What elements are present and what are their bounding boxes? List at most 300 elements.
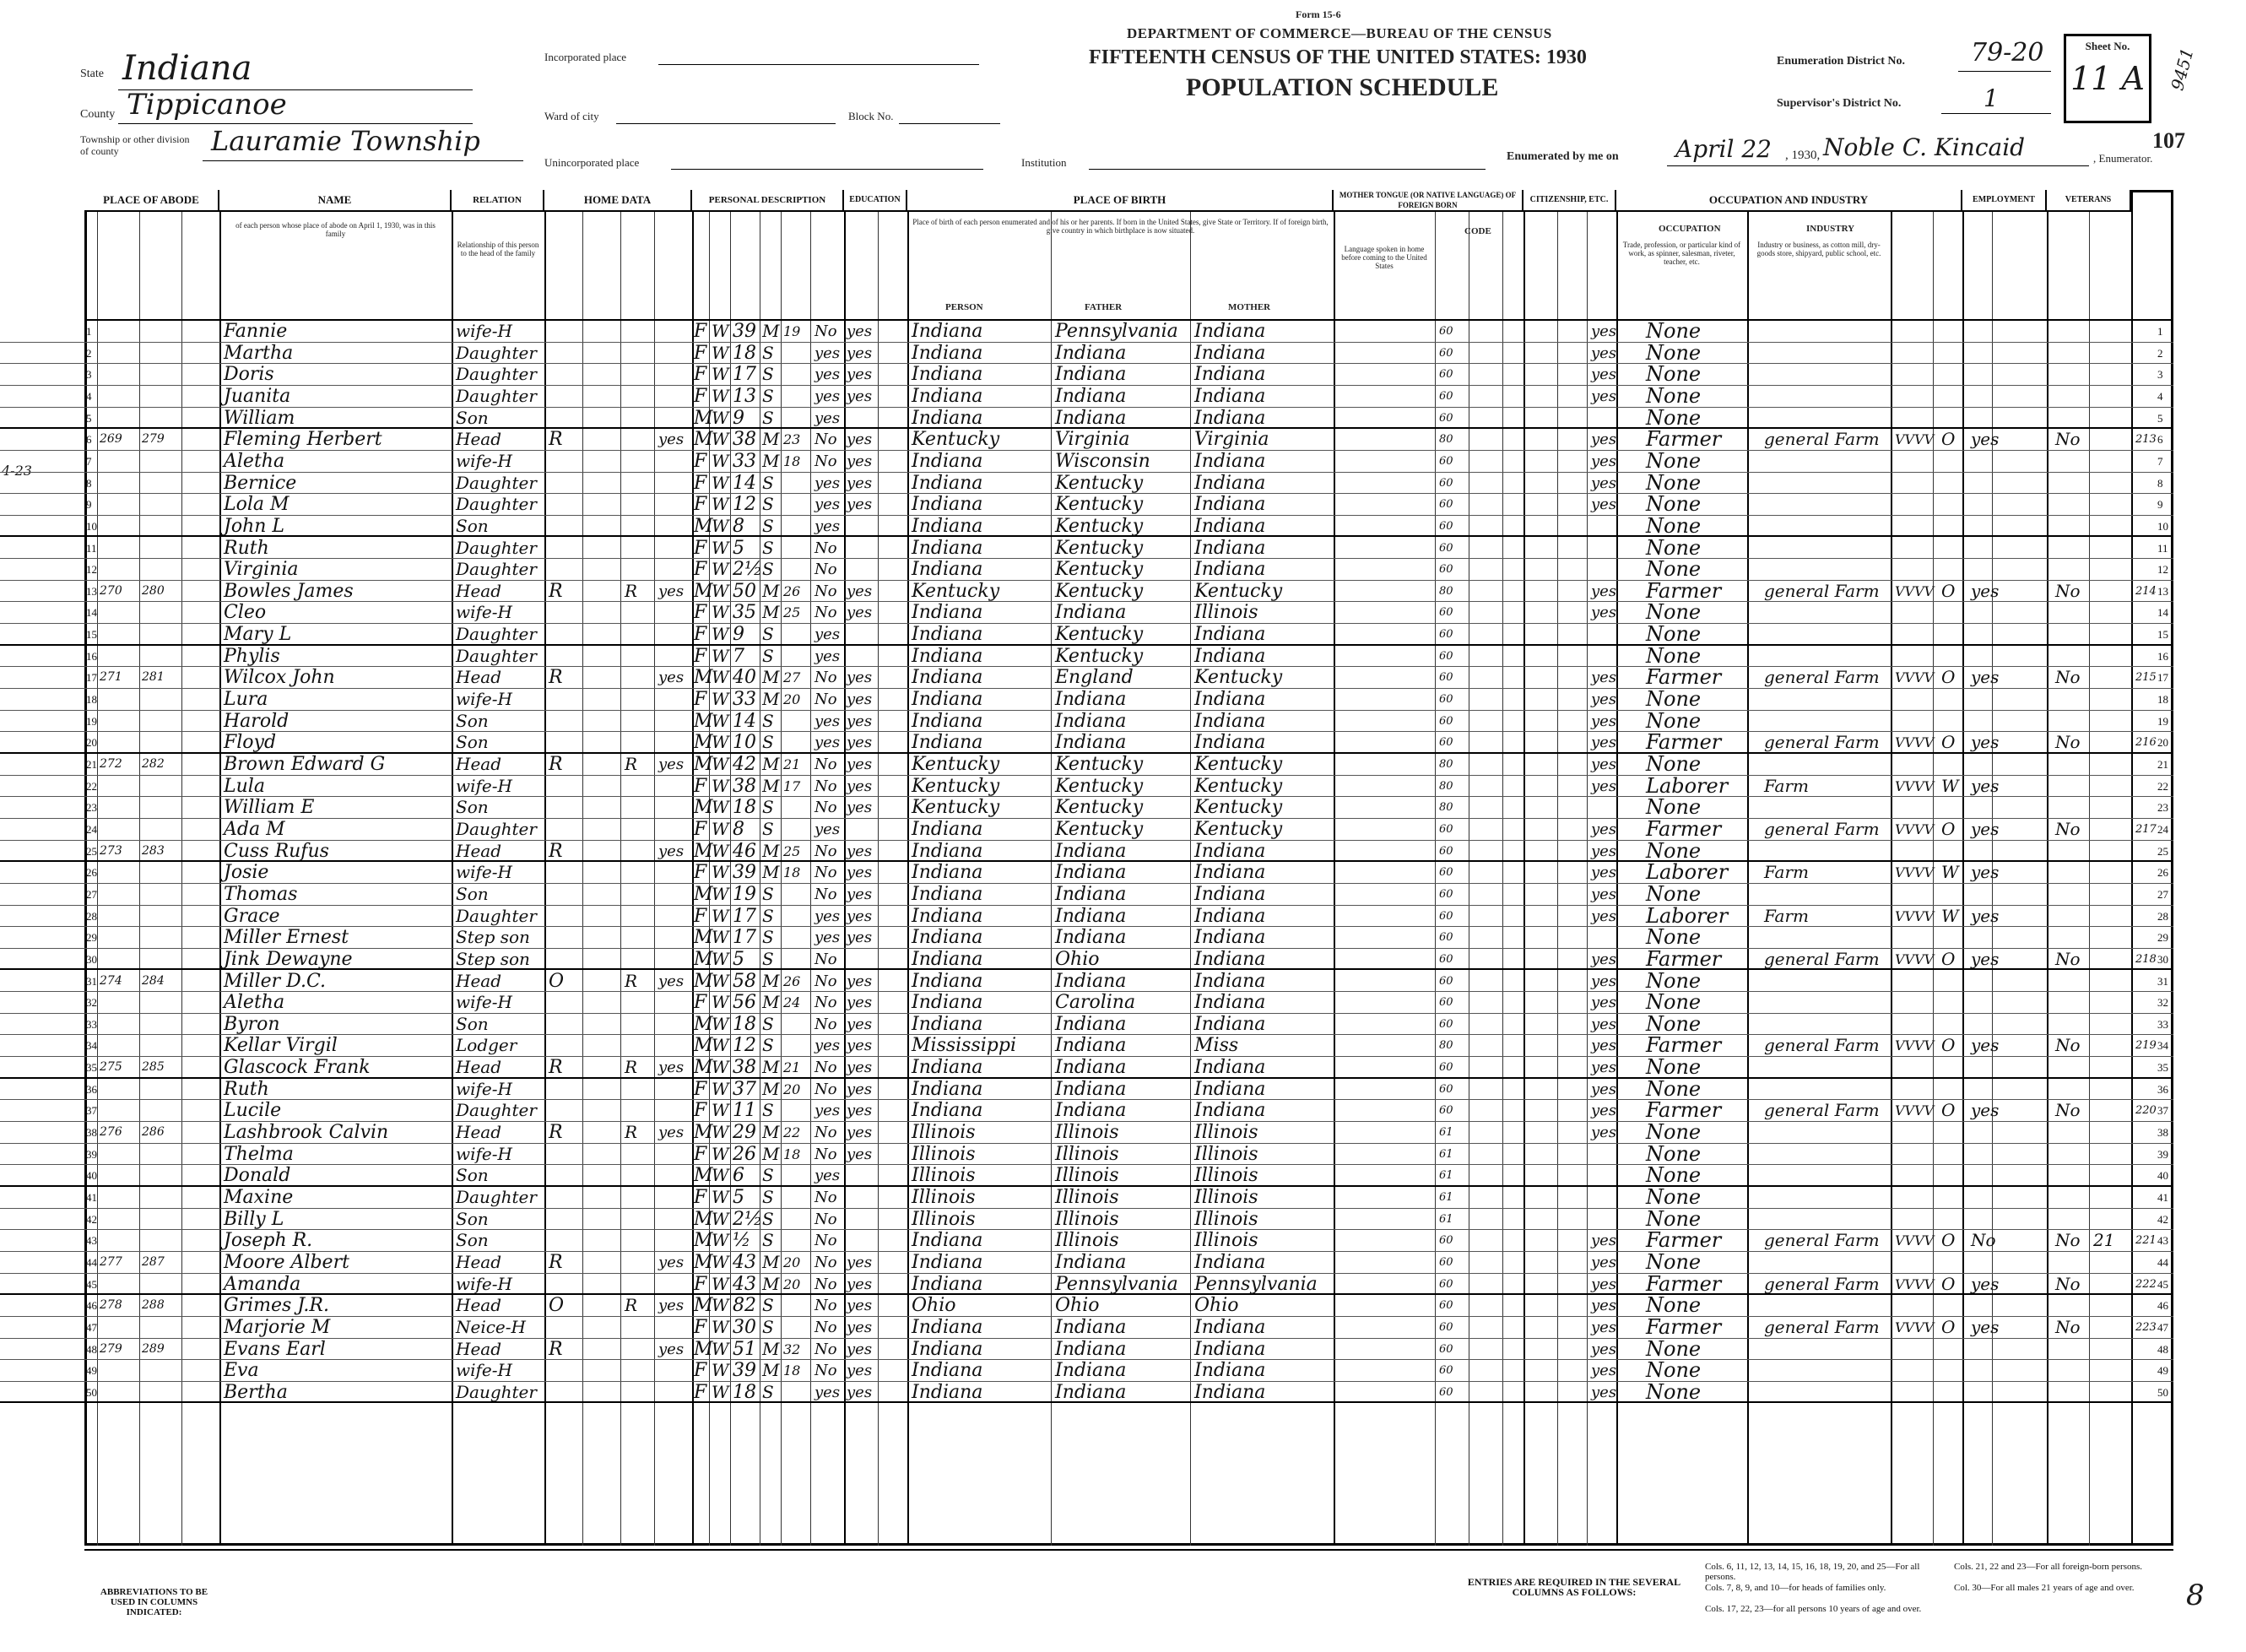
sex: M <box>694 1013 713 1035</box>
row-number: 6 <box>86 433 92 447</box>
row-number: 18 <box>86 693 97 707</box>
row-number-right: 34 <box>2157 1039 2168 1053</box>
industry: general Farm <box>1764 1316 1880 1337</box>
row-number-right: 39 <box>2157 1147 2168 1161</box>
sex: M <box>694 1165 713 1187</box>
race: W <box>712 883 729 904</box>
race: W <box>712 1251 729 1272</box>
dwelling-number: 270 <box>100 583 122 598</box>
farm: yes <box>658 1340 685 1358</box>
row-number-right: 16 <box>2157 649 2168 663</box>
family-number: 285 <box>142 1060 165 1075</box>
industry: general Farm <box>1764 429 1880 450</box>
birthplace-person: Indiana <box>912 1078 983 1100</box>
birthplace-person: Indiana <box>912 667 983 689</box>
birthplace-father: Indiana <box>1055 1078 1127 1100</box>
relation: Head <box>456 580 502 601</box>
person-name: Grimes J.R. <box>224 1295 329 1317</box>
read-write: yes <box>847 907 873 925</box>
age: 7 <box>733 645 744 667</box>
race: W <box>712 1230 729 1251</box>
read-write: yes <box>847 734 873 752</box>
age: 30 <box>733 1316 756 1338</box>
read-write: yes <box>847 864 873 882</box>
birth-description: Place of birth of each person enumerated and of his or her parents. If born in the United States, give State or Territory. If of foreign birth, give country in which birthplace is now situated. <box>912 218 1329 235</box>
race: W <box>712 710 729 731</box>
birthplace-father: Indiana <box>1055 862 1127 884</box>
industry: general Farm <box>1764 1273 1880 1294</box>
code: 60 <box>1439 1255 1453 1269</box>
relation: Son <box>456 1208 489 1229</box>
enum-district-value: 79-20 <box>1971 38 2044 68</box>
state-label: State <box>80 68 104 80</box>
marital-status: S <box>762 1295 774 1316</box>
farm-schedule: 222 <box>2135 1277 2157 1291</box>
person-name: Billy L <box>224 1208 284 1230</box>
birthplace-mother: Illinois <box>1194 602 1258 624</box>
code: 80 <box>1439 758 1453 771</box>
age: 17 <box>733 364 756 386</box>
age: 5 <box>733 948 744 970</box>
age: 19 <box>733 883 756 905</box>
race: W <box>712 862 729 883</box>
age-at-marriage: 26 <box>783 582 801 599</box>
class-of-worker: O <box>1941 429 1956 450</box>
row-number: 46 <box>86 1299 97 1313</box>
veteran: No <box>2055 1230 2081 1251</box>
table-row <box>0 1336 2173 1361</box>
birthplace-father: Indiana <box>1055 385 1127 407</box>
corner-mark: 8 <box>2186 1579 2205 1612</box>
relation: Neice-H <box>456 1316 526 1337</box>
sex: M <box>694 580 713 602</box>
code: 80 <box>1439 1039 1453 1053</box>
occupation: None <box>1646 535 1702 560</box>
birthplace-father: Kentucky <box>1055 537 1144 559</box>
read-write: yes <box>847 474 873 492</box>
home-tenure: R <box>549 754 563 775</box>
incorporated-label: Incorporated place <box>544 51 627 63</box>
class-of-worker: W <box>1941 905 1959 926</box>
sheet-box <box>2064 34 2151 123</box>
school: No <box>815 1210 837 1228</box>
table-row <box>0 1187 2173 1209</box>
relation: wife-H <box>456 775 512 796</box>
age: 38 <box>733 429 756 451</box>
row-number-right: 21 <box>2157 758 2168 771</box>
school: No <box>815 972 837 990</box>
table-row <box>0 448 2173 473</box>
code: 80 <box>1439 801 1453 815</box>
birthplace-person: Indiana <box>912 905 983 927</box>
birthplace-person: Indiana <box>912 537 983 559</box>
code: 61 <box>1439 1147 1453 1161</box>
occupation-code: VVVV <box>1895 1102 1935 1119</box>
birthplace-father: Kentucky <box>1055 775 1144 797</box>
row-number: 11 <box>86 541 97 555</box>
row-number-right: 32 <box>2157 996 2168 1010</box>
code-header: CODE <box>1464 226 1491 236</box>
marital-status: S <box>762 883 774 904</box>
occupation-code: VVVV <box>1895 582 1935 599</box>
person-name: Brown Edward G <box>224 754 386 775</box>
entries-line-5: Col. 30—For all males 21 years of age and over. <box>1954 1583 2135 1593</box>
occupation-code: VVVV <box>1895 951 1935 967</box>
speaks-english: yes <box>1591 431 1617 449</box>
birthplace-mother: Indiana <box>1194 840 1266 862</box>
code: 60 <box>1439 996 1453 1010</box>
sex: F <box>694 818 707 840</box>
birthplace-mother: Indiana <box>1194 1360 1266 1382</box>
birthplace-person: Indiana <box>912 862 983 884</box>
birthplace-person: Illinois <box>912 1143 976 1165</box>
code: 60 <box>1439 1061 1453 1075</box>
speaks-english: yes <box>1591 712 1617 730</box>
person-name: Aletha <box>224 992 285 1014</box>
table-row <box>0 754 2173 776</box>
occupation: None <box>1646 1293 1702 1318</box>
person-name: Eva <box>224 1360 259 1382</box>
sex: M <box>694 1295 713 1317</box>
age-at-marriage: 18 <box>783 864 801 881</box>
race: W <box>712 818 729 839</box>
employed: yes <box>1971 862 2000 883</box>
farm: yes <box>658 1253 685 1271</box>
speaks-english: yes <box>1591 387 1617 405</box>
table-row <box>0 321 2173 343</box>
relation: Son <box>456 515 489 536</box>
supervisor-value: 1 <box>1984 84 1999 112</box>
person-name: Floyd <box>224 732 277 754</box>
birthplace-father: Illinois <box>1055 1230 1119 1252</box>
sex: M <box>694 1122 713 1144</box>
relation: Head <box>456 1295 502 1316</box>
race: W <box>712 450 729 471</box>
table-row <box>0 773 2173 798</box>
occupation: None <box>1646 838 1702 863</box>
row-number: 39 <box>86 1147 97 1161</box>
family-number: 286 <box>142 1125 165 1140</box>
school: No <box>815 582 837 600</box>
speaks-english: yes <box>1591 1037 1617 1055</box>
sex: F <box>694 321 707 342</box>
marital-status: S <box>762 948 774 969</box>
read-write: yes <box>847 1297 873 1315</box>
row-number: 44 <box>86 1255 97 1269</box>
occupation-description: Trade, profession, or particular kind of work, as spinner, salesman, riveter, teacher, etc. <box>1622 241 1741 266</box>
birthplace-father: Indiana <box>1055 1251 1127 1273</box>
marital-status: S <box>762 1230 774 1251</box>
birthplace-person: Indiana <box>912 883 983 905</box>
table-row <box>0 1230 2173 1252</box>
marital-status: M <box>762 1251 780 1272</box>
table-row <box>0 624 2173 646</box>
occupation-code: VVVV <box>1895 431 1935 448</box>
relation: wife-H <box>456 1360 512 1381</box>
row-number: 35 <box>86 1061 97 1075</box>
occupation: Farmer <box>1646 665 1722 690</box>
family-number: 283 <box>142 843 165 858</box>
row-number: 10 <box>86 519 97 533</box>
race: W <box>712 1381 729 1402</box>
table-row <box>0 838 2173 863</box>
row-number: 7 <box>86 454 92 468</box>
row-number: 38 <box>86 1126 97 1140</box>
person-name: Martha <box>224 342 294 364</box>
race: W <box>712 385 729 406</box>
table-row <box>0 1249 2173 1274</box>
birthplace-father: Indiana <box>1055 364 1127 386</box>
farm-schedule: 219 <box>2135 1039 2157 1053</box>
speaks-english: yes <box>1591 950 1617 968</box>
speaks-english: yes <box>1591 344 1617 362</box>
age-at-marriage: 18 <box>783 1362 801 1379</box>
relation: Daughter <box>456 364 537 385</box>
age-at-marriage: 25 <box>783 604 801 621</box>
relation: Head <box>456 970 502 991</box>
age: 2½ <box>733 559 763 581</box>
birthplace-person: Indiana <box>912 732 983 754</box>
row-number-right: 49 <box>2157 1364 2168 1378</box>
occupation: None <box>1646 448 1702 473</box>
birthplace-father: Pennsylvania <box>1055 1273 1178 1295</box>
birthplace-mother: Illinois <box>1194 1165 1258 1187</box>
farm: yes <box>658 1297 685 1315</box>
person-name: Lula <box>224 775 265 797</box>
occupation: None <box>1646 405 1702 430</box>
birthplace-mother: Indiana <box>1194 862 1266 884</box>
speaks-english: yes <box>1591 1275 1617 1293</box>
birthplace-mother: Indiana <box>1194 1078 1266 1100</box>
form-number: Form 15-6 <box>1296 8 1341 20</box>
occupation-code: VVVV <box>1895 864 1935 881</box>
table-row <box>0 1141 2173 1166</box>
home-tenure: R <box>549 580 563 602</box>
class-of-worker: O <box>1941 732 1956 753</box>
birthplace-mother: Illinois <box>1194 1230 1258 1252</box>
person-name: Cleo <box>224 602 267 624</box>
read-write: yes <box>847 496 873 514</box>
sex: M <box>694 970 713 992</box>
speaks-english: yes <box>1591 994 1617 1012</box>
person-name: Moore Albert <box>224 1251 349 1273</box>
read-write: yes <box>847 452 873 470</box>
marital-status: M <box>762 1057 780 1078</box>
occupation: None <box>1646 383 1702 408</box>
row-number-right: 26 <box>2157 866 2168 880</box>
row-number-right: 15 <box>2157 628 2168 642</box>
birthplace-mother: Miss <box>1194 1035 1239 1057</box>
birthplace-person: Indiana <box>912 559 983 581</box>
person-name: Byron <box>224 1013 280 1035</box>
industry: general Farm <box>1764 667 1880 688</box>
birthplace-person: Indiana <box>912 689 983 711</box>
marital-status: S <box>762 537 774 558</box>
person-name: Jink Dewayne <box>224 948 353 970</box>
school: No <box>815 1362 837 1380</box>
row-number-right: 40 <box>2157 1169 2168 1183</box>
dwelling-number: 273 <box>100 843 122 858</box>
employed: yes <box>1971 948 2000 969</box>
relation: Son <box>456 732 489 753</box>
person-name: Ruth <box>224 537 269 559</box>
birthplace-mother: Indiana <box>1194 494 1266 516</box>
read-write: yes <box>847 712 873 730</box>
birthplace-person: Indiana <box>912 321 983 342</box>
marital-status: S <box>762 407 774 428</box>
school: No <box>815 604 837 622</box>
speaks-english: yes <box>1591 669 1617 687</box>
sex: F <box>694 1316 707 1338</box>
code: 61 <box>1439 1169 1453 1183</box>
read-write: yes <box>847 1362 873 1380</box>
age: 58 <box>733 970 756 992</box>
home-tenure: R <box>549 1338 563 1360</box>
relation: Head <box>456 667 502 688</box>
birthplace-person: Kentucky <box>912 775 1000 797</box>
code: 60 <box>1439 1320 1453 1334</box>
school: No <box>815 1189 837 1206</box>
school: yes <box>815 344 841 362</box>
row-number: 42 <box>86 1212 97 1226</box>
age: 5 <box>733 537 744 559</box>
father-header: FATHER <box>1085 302 1123 312</box>
age-at-marriage: 21 <box>783 1059 801 1076</box>
marital-status: M <box>762 1122 780 1143</box>
birthplace-father: Indiana <box>1055 927 1127 949</box>
race: W <box>712 1208 729 1229</box>
race: W <box>712 407 729 428</box>
veteran: No <box>2055 1035 2081 1056</box>
table-row <box>0 364 2173 386</box>
farm: yes <box>658 431 685 449</box>
age: 50 <box>733 580 756 602</box>
sex: M <box>694 515 713 537</box>
birthplace-person: Indiana <box>912 385 983 407</box>
relation: Daughter <box>456 472 537 493</box>
sex: F <box>694 1100 707 1122</box>
race: W <box>712 1165 729 1186</box>
birthplace-person: Illinois <box>912 1208 976 1230</box>
age: 18 <box>733 1013 756 1035</box>
occupation: None <box>1646 990 1702 1015</box>
person-name: Bertha <box>224 1381 288 1403</box>
enumerated-label: Enumerated by me on <box>1507 150 1619 163</box>
relation: Step son <box>456 927 530 948</box>
sex: M <box>694 710 713 732</box>
marital-status: M <box>762 1273 780 1294</box>
class-of-worker: O <box>1941 1316 1956 1337</box>
table-row <box>0 1206 2173 1231</box>
enum-district-label: Enumeration District No. <box>1777 55 1906 68</box>
radio: R <box>625 1057 638 1078</box>
relation: Daughter <box>456 1187 537 1207</box>
race: W <box>712 992 729 1013</box>
read-write: yes <box>847 1015 873 1033</box>
relation: Son <box>456 1165 489 1186</box>
table-row <box>0 1076 2173 1101</box>
read-write: yes <box>847 1340 873 1358</box>
sex: F <box>694 1273 707 1295</box>
industry: general Farm <box>1764 732 1880 753</box>
row-number-right: 9 <box>2157 498 2163 512</box>
school: No <box>815 539 837 557</box>
birthplace-person: Indiana <box>912 342 983 364</box>
person-name: Harold <box>224 710 290 732</box>
code: 60 <box>1439 519 1453 533</box>
row-number-right: 19 <box>2157 714 2168 728</box>
school: yes <box>815 474 841 492</box>
birthplace-father: Pennsylvania <box>1055 321 1178 342</box>
marital-status: M <box>762 429 780 450</box>
sex: M <box>694 1057 713 1079</box>
race: W <box>712 429 729 450</box>
birthplace-person: Indiana <box>912 515 983 537</box>
group-relation: RELATION <box>452 190 544 212</box>
school: No <box>815 322 837 340</box>
marital-status: S <box>762 797 774 818</box>
row-number-right: 13 <box>2157 584 2168 598</box>
speaks-english: yes <box>1591 1102 1617 1120</box>
marital-status: S <box>762 1208 774 1229</box>
group-veterans: VETERANS <box>2047 190 2131 212</box>
age: 10 <box>733 732 756 754</box>
speaks-english: yes <box>1591 1362 1617 1380</box>
occupation-header: OCCUPATION <box>1659 224 1721 234</box>
speaks-english: yes <box>1591 1232 1617 1250</box>
person-name: Lashbrook Calvin <box>224 1122 389 1144</box>
row-number: 50 <box>86 1385 97 1399</box>
table-row <box>0 1271 2173 1296</box>
marital-status: M <box>762 321 780 341</box>
relation: wife-H <box>456 1143 512 1164</box>
code: 60 <box>1439 1104 1453 1118</box>
sex: F <box>694 602 707 624</box>
read-write: yes <box>847 756 873 773</box>
birthplace-mother: Illinois <box>1194 1122 1258 1144</box>
birthplace-person: Ohio <box>912 1295 956 1317</box>
school: No <box>815 1124 837 1142</box>
race: W <box>712 1187 729 1207</box>
marital-status: S <box>762 1100 774 1121</box>
table-row <box>0 903 2173 928</box>
code: 60 <box>1439 714 1453 728</box>
class-of-worker: O <box>1941 1100 1956 1121</box>
code: 60 <box>1439 628 1453 642</box>
birthplace-father: Carolina <box>1055 992 1136 1014</box>
person-name: Maxine <box>224 1187 294 1208</box>
dwelling-number: 279 <box>100 1341 122 1356</box>
speaks-english: yes <box>1591 820 1617 838</box>
birthplace-person: Indiana <box>912 602 983 624</box>
marital-status: S <box>762 472 774 493</box>
occupation: None <box>1646 1120 1702 1145</box>
group-place-of-abode: PLACE OF ABODE <box>84 190 219 212</box>
row-number-right: 2 <box>2157 346 2163 360</box>
dwelling-number: 271 <box>100 670 122 685</box>
read-write: yes <box>847 1253 873 1271</box>
relation: wife-H <box>456 1078 512 1099</box>
code: 60 <box>1439 693 1453 707</box>
row-number: 17 <box>86 671 97 685</box>
family-number: 280 <box>142 583 165 598</box>
row-number-right: 46 <box>2157 1299 2168 1313</box>
class-of-worker: O <box>1941 1273 1956 1294</box>
speaks-english: yes <box>1591 474 1617 492</box>
code: 60 <box>1439 671 1453 685</box>
marital-status: S <box>762 364 774 385</box>
relation: Daughter <box>456 494 537 515</box>
